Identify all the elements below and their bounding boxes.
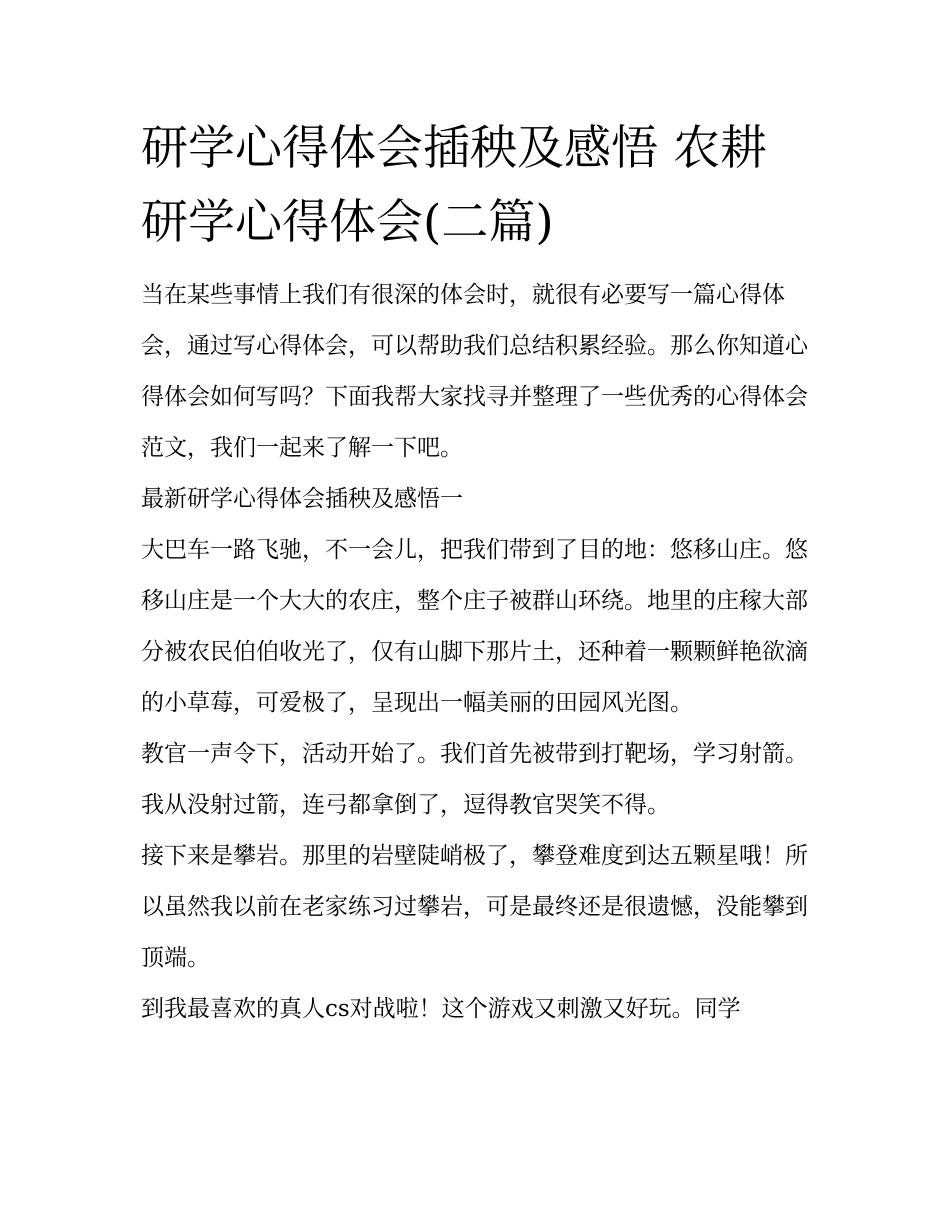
body-paragraph: 接下来是攀岩。那里的岩壁陡峭极了，攀登难度到达五颗星哦！所以虽然我以前在老家练习过攀岩，可是最终还是很遗憾，没能攀到顶端。: [141, 843, 808, 971]
intro-paragraph: 当在某些事情上我们有很深的体会时，就很有必要写一篇心得体会，通过写心得体会，可以帮助我们总结积累经验。那么你知道心得体会如何写吗？下面我帮大家找寻并整理了一些优秀的心得体会范文，我们一起来了解一下吧。: [141, 282, 808, 461]
body-paragraph: 大巴车一路飞驰，不一会儿，把我们带到了目的地：悠移山庄。悠移山庄是一个大大的农庄，整个庄子被群山环绕。地里的庄稼大部分被农民伯伯收光了，仅有山脚下那片土，还种着一颗颗鲜艳欲滴的小草莓，可爱极了，呈现出一幅美丽的田园风光图。: [141, 537, 808, 716]
document-body: [141, 112, 813, 1035]
document-title: 研学心得体会插秧及感悟 农耕研学心得体会(二篇): [141, 121, 767, 250]
body-paragraph: 教官一声令下，活动开始了。我们首先被带到打靶场，学习射箭。我从没射过箭，连弓都拿倒了，逗得教官哭笑不得。: [141, 741, 808, 818]
section-heading: 最新研学心得体会插秧及感悟一: [141, 486, 463, 512]
body-paragraph: 到我最喜欢的真人cs对战啦！这个游戏又刺激又好玩。同学: [141, 996, 741, 1022]
